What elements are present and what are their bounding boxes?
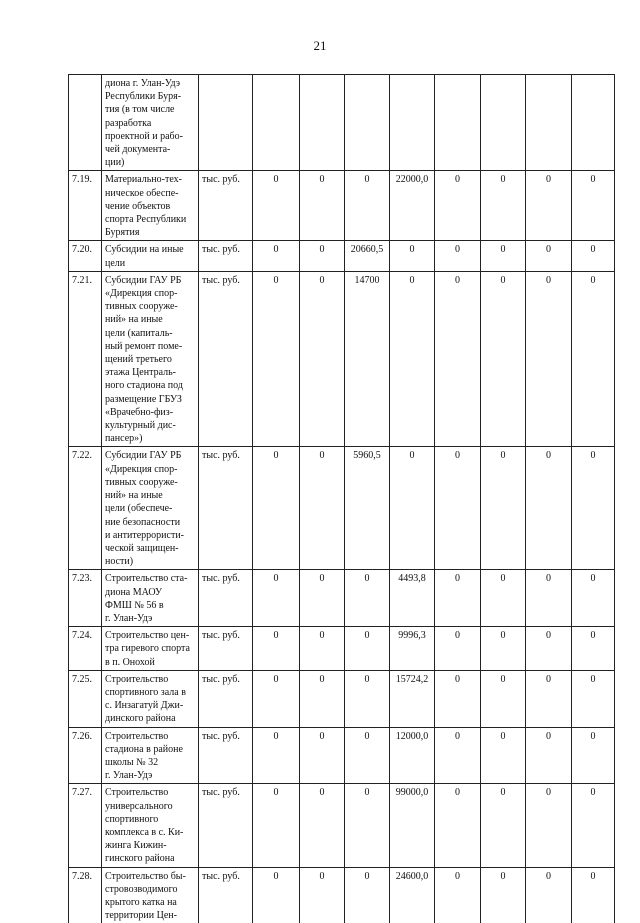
value-cell: 0 — [253, 570, 300, 627]
value-cell: 0 — [300, 867, 345, 923]
row-unit: тыс. руб. — [199, 670, 253, 727]
value-cell — [300, 75, 345, 171]
row-number: 7.23. — [69, 570, 102, 627]
value-cell: 24600,0 — [390, 867, 435, 923]
value-cell: 0 — [253, 627, 300, 671]
value-cell: 0 — [345, 670, 390, 727]
value-cell: 0 — [572, 627, 615, 671]
row-name: Строительство универсального спортивного комплекса в с. Ки- жинга Кижин- гинского района — [102, 784, 199, 867]
value-cell: 0 — [435, 447, 481, 570]
page-number: 21 — [313, 38, 327, 53]
value-cell: 0 — [345, 867, 390, 923]
value-cell: 0 — [300, 241, 345, 271]
row-name: Материально-тех- ническое обеспе- чение объектов спорта Республики Бурятия — [102, 171, 199, 241]
value-cell: 0 — [481, 867, 526, 923]
row-number: 7.26. — [69, 727, 102, 784]
budget-table — [68, 74, 615, 923]
value-cell: 0 — [435, 670, 481, 727]
value-cell: 9996,3 — [390, 627, 435, 671]
value-cell: 0 — [435, 867, 481, 923]
value-cell: 0 — [300, 784, 345, 867]
table-row — [69, 447, 615, 570]
row-number: 7.22. — [69, 447, 102, 570]
row-unit: тыс. руб. — [199, 241, 253, 271]
row-name: диона г. Улан-Удэ Республики Буря- тия (в том числе разработка проектной и рабо- чей документа- ции) — [102, 75, 199, 171]
value-cell: 0 — [526, 627, 572, 671]
value-cell: 0 — [481, 570, 526, 627]
value-cell: 0 — [253, 784, 300, 867]
table-row — [69, 271, 615, 447]
value-cell: 0 — [435, 784, 481, 867]
value-cell: 0 — [481, 271, 526, 447]
value-cell: 0 — [300, 670, 345, 727]
value-cell: 0 — [526, 241, 572, 271]
value-cell: 0 — [300, 271, 345, 447]
table-row — [69, 727, 615, 784]
table-row — [69, 570, 615, 627]
value-cell: 0 — [526, 271, 572, 447]
value-cell: 0 — [572, 727, 615, 784]
value-cell: 15724,2 — [390, 670, 435, 727]
value-cell: 0 — [345, 627, 390, 671]
value-cell: 0 — [253, 670, 300, 727]
row-name: Строительство бы- стровозводимого крытого катка на территории Цен- — [102, 867, 199, 923]
table-row — [69, 241, 615, 271]
value-cell: 0 — [481, 784, 526, 867]
value-cell: 0 — [300, 727, 345, 784]
value-cell: 0 — [572, 171, 615, 241]
value-cell: 0 — [526, 727, 572, 784]
value-cell: 14700 — [345, 271, 390, 447]
value-cell: 0 — [481, 670, 526, 727]
value-cell — [345, 75, 390, 171]
value-cell: 0 — [481, 241, 526, 271]
row-name: Строительство стадиона в районе школы № 32 г. Улан-Удэ — [102, 727, 199, 784]
row-name: Строительство цен- тра гиревого спорта в п. Онохой — [102, 627, 199, 671]
value-cell — [253, 75, 300, 171]
row-unit: тыс. руб. — [199, 570, 253, 627]
value-cell: 0 — [526, 784, 572, 867]
row-number: 7.21. — [69, 271, 102, 447]
value-cell: 0 — [253, 241, 300, 271]
value-cell: 4493,8 — [390, 570, 435, 627]
value-cell: 0 — [572, 241, 615, 271]
value-cell — [435, 75, 481, 171]
value-cell — [390, 75, 435, 171]
row-name: Субсидии на иные цели — [102, 241, 199, 271]
value-cell: 0 — [526, 570, 572, 627]
value-cell: 0 — [572, 867, 615, 923]
value-cell: 5960,5 — [345, 447, 390, 570]
row-name: Строительство спортивного зала в с. Инзагатуй Джи- динского района — [102, 670, 199, 727]
row-number: 7.19. — [69, 171, 102, 241]
value-cell: 0 — [300, 570, 345, 627]
value-cell: 0 — [481, 447, 526, 570]
row-number: 7.20. — [69, 241, 102, 271]
value-cell: 0 — [390, 271, 435, 447]
value-cell — [572, 75, 615, 171]
value-cell: 0 — [300, 627, 345, 671]
row-unit — [199, 75, 253, 171]
row-unit: тыс. руб. — [199, 784, 253, 867]
value-cell: 0 — [435, 570, 481, 627]
row-unit: тыс. руб. — [199, 447, 253, 570]
value-cell: 0 — [526, 867, 572, 923]
row-number: 7.28. — [69, 867, 102, 923]
table-row — [69, 784, 615, 867]
value-cell: 12000,0 — [390, 727, 435, 784]
value-cell: 0 — [253, 171, 300, 241]
value-cell: 0 — [345, 784, 390, 867]
row-name: Субсидии ГАУ РБ «Дирекция спор- тивных сооруже- ний» на иные цели (капиталь- ный ремонт поме- щений третьего этажа Централь- ного стадиона под размещение ГБУЗ «Врачебно-физ- культурный дис- пансер») — [102, 271, 199, 447]
value-cell: 22000,0 — [390, 171, 435, 241]
value-cell: 0 — [526, 171, 572, 241]
row-unit: тыс. руб. — [199, 171, 253, 241]
value-cell: 0 — [481, 171, 526, 241]
value-cell — [481, 75, 526, 171]
value-cell: 0 — [300, 171, 345, 241]
row-unit: тыс. руб. — [199, 727, 253, 784]
value-cell: 0 — [435, 171, 481, 241]
table-row — [69, 867, 615, 923]
value-cell: 0 — [572, 447, 615, 570]
row-unit: тыс. руб. — [199, 627, 253, 671]
value-cell — [526, 75, 572, 171]
value-cell: 0 — [435, 241, 481, 271]
value-cell: 0 — [435, 271, 481, 447]
value-cell: 0 — [481, 627, 526, 671]
value-cell: 20660,5 — [345, 241, 390, 271]
value-cell: 0 — [390, 447, 435, 570]
value-cell: 0 — [253, 447, 300, 570]
row-unit: тыс. руб. — [199, 867, 253, 923]
table-row — [69, 75, 615, 171]
row-unit: тыс. руб. — [199, 271, 253, 447]
value-cell: 0 — [345, 570, 390, 627]
table-row — [69, 670, 615, 727]
value-cell: 0 — [390, 241, 435, 271]
value-cell: 0 — [572, 670, 615, 727]
value-cell: 0 — [481, 727, 526, 784]
row-number: 7.27. — [69, 784, 102, 867]
value-cell: 0 — [526, 670, 572, 727]
value-cell: 0 — [572, 570, 615, 627]
value-cell: 0 — [572, 784, 615, 867]
value-cell: 0 — [572, 271, 615, 447]
value-cell: 0 — [253, 727, 300, 784]
row-name: Строительство ста- диона МАОУ ФМШ № 56 в г. Улан-Удэ — [102, 570, 199, 627]
table-row — [69, 627, 615, 671]
value-cell: 0 — [435, 627, 481, 671]
value-cell: 0 — [526, 447, 572, 570]
value-cell: 0 — [253, 271, 300, 447]
row-number: 7.25. — [69, 670, 102, 727]
row-number — [69, 75, 102, 171]
value-cell: 0 — [435, 727, 481, 784]
value-cell: 0 — [345, 171, 390, 241]
value-cell: 0 — [345, 727, 390, 784]
row-name: Субсидии ГАУ РБ «Дирекция спор- тивных сооруже- ний» на иные цели (обеспече- ние безопасности и антитеррористи- ческой защищен- ности) — [102, 447, 199, 570]
value-cell: 0 — [253, 867, 300, 923]
table-row — [69, 171, 615, 241]
value-cell: 0 — [300, 447, 345, 570]
row-number: 7.24. — [69, 627, 102, 671]
value-cell: 99000,0 — [390, 784, 435, 867]
